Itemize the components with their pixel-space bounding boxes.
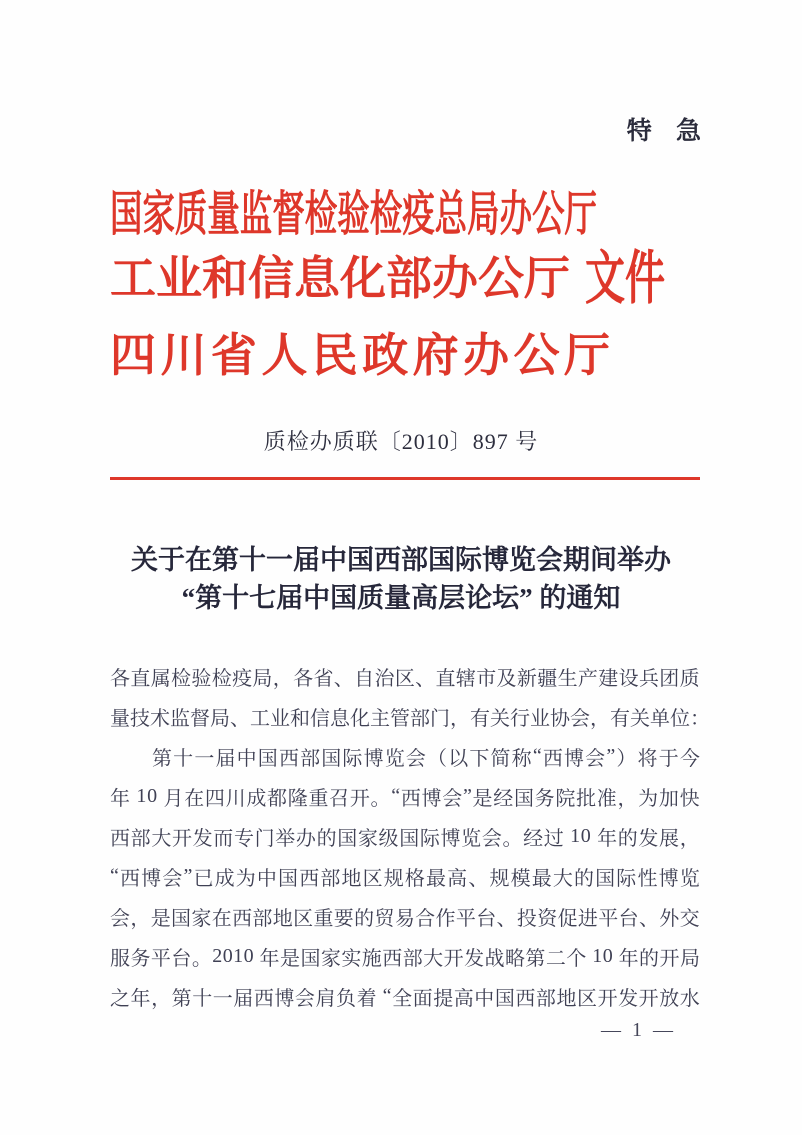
body-line: 之 年 ， 第 十 一 届 西 博 会 肩 负 着 “ 全 面 提 高 中 国 西 部 地 区 开 发 开 放 水 [110, 984, 700, 1010]
document-number: 质检办质联〔2010〕897 号 [263, 429, 539, 454]
body-line: “ 西 博 会 ” 已 成 为 中 国 西 部 地 区 规 格 最 高 、 规 模 最 大 的 国 际 性 博 览 [110, 864, 700, 890]
body-line: 量 技 术 监 督 局 、 工 业 和 信 息 化 主 管 部 门 ， 有 关 行 业 协 会 ， 有 关 单 位 ： [110, 707, 710, 730]
red-letterhead [110, 189, 700, 243]
body-line: 年 1 0 月 在 四 川 成 都 隆 重 召 开 。 “ 西 博 会 ” 是 经 国 务 院 批 准 ， 为 加 快 [110, 784, 700, 810]
body-line: 第 十 一 届 中 国 西 部 国 际 博 览 会 （ 以 下 简 称 “ 西 博 会 ” ） 将 于 今 [152, 744, 700, 770]
body-line: 会 ， 是 国 家 在 西 部 地 区 重 要 的 贸 易 合 作 平 台 、 投 资 促 进 平 台 、 外 交 [110, 907, 700, 930]
page-number: — 1 — [601, 1019, 676, 1041]
letterhead-row-2 [110, 246, 700, 311]
body-line: 服 务 平 台 。 2 0 1 0 年 是 国 家 实 施 西 部 大 开 发 战 略 第 二 个 1 0 年 的 开 局 [110, 944, 700, 970]
document-word: 文件 [585, 246, 666, 311]
issuer-line-sichuan: 四 川 省 人 民 政 府 办 公 厅 [110, 330, 610, 381]
body-text [110, 656, 710, 1016]
document-title-line-2: “第十七届中国质量高层论坛” 的通知 [181, 583, 621, 613]
document-title [106, 541, 696, 617]
issuer-line-aqsiq: 国家质量监督检验检疫总局办公厅 [110, 188, 598, 241]
body-line: 西 部 大 开 发 而 专 门 举 办 的 国 家 级 国 际 博 览 会 。 经 过 1 0 年 的 发 展 ， [110, 824, 700, 850]
red-divider-rule [110, 477, 700, 480]
body-line: 各 直 属 检 验 检 疫 局 ， 各 省 、 自 治 区 、 直 辖 市 及 新 疆 生 产 建 设 兵 团 质 [110, 667, 700, 690]
document-title-line-1: 关于在第十一届中国西部国际博览会期间举办 [131, 545, 671, 575]
issuer-line-miit: 工 业 和 信 息 化 部 办 公 厅 [110, 253, 570, 304]
urgency-label: 特 急 [626, 118, 702, 145]
